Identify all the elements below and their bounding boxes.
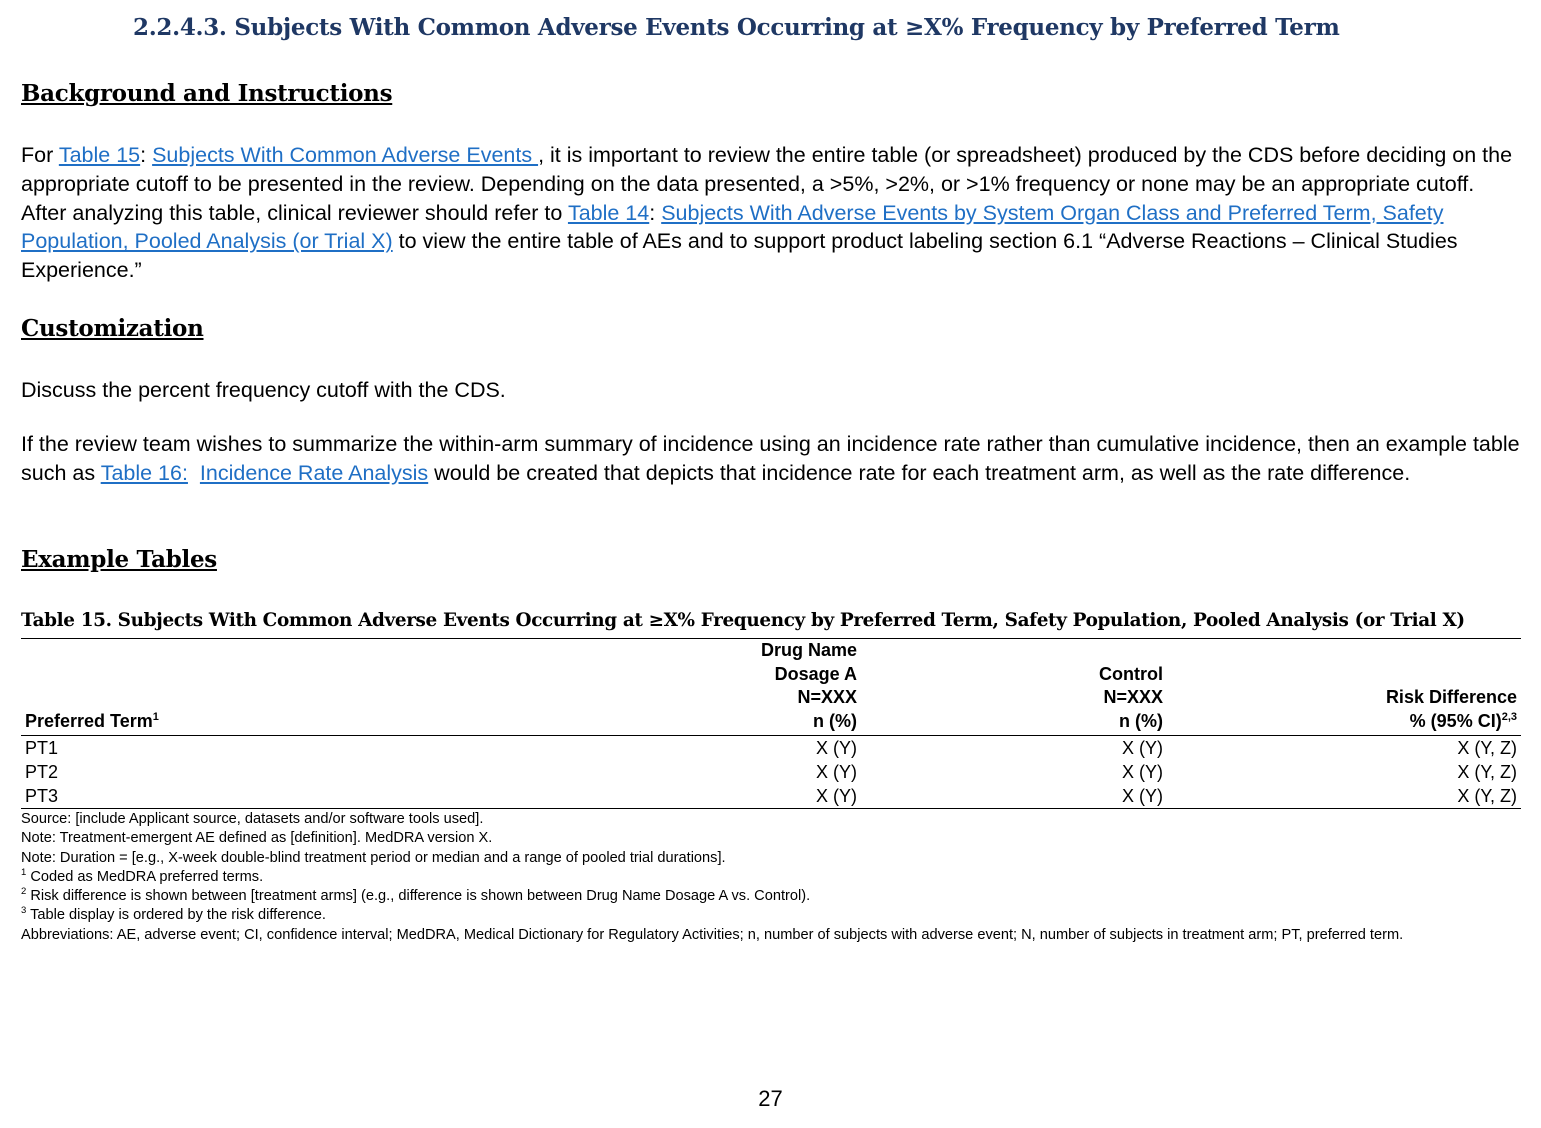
header-drug-line-3: N=XXX	[797, 687, 857, 707]
customization-paragraph-2	[21, 430, 1521, 488]
background-text-1: For	[21, 143, 59, 167]
header-control-line-3: n (%)	[1119, 710, 1163, 731]
link-table-15-title[interactable]: Subjects With Common Adverse Events	[152, 143, 539, 167]
header-drug-line-2: Dosage A	[774, 663, 857, 684]
header-control-line-2: N=XXX	[1103, 687, 1163, 707]
page-number: 27	[758, 1086, 783, 1111]
header-preferred-term-label: Preferred Term	[25, 710, 153, 731]
footnote-3	[21, 906, 1516, 925]
cell-drug: X (Y)	[815, 738, 857, 758]
cell-term: PT3	[21, 784, 581, 809]
footnote-1	[21, 868, 1516, 887]
background-paragraph	[21, 141, 1521, 285]
example-tables-heading: Example Tables	[21, 546, 217, 573]
adverse-events-table	[21, 638, 1521, 809]
header-control	[861, 639, 1167, 736]
background-text-3: to view the entire table of AEs and to support product labeling section 6.1 “Adverse Reactions – Clinical Studies Experience.”	[21, 229, 1458, 283]
note-source: Source: [include Applicant source, datasets and/or software tools used].	[21, 811, 484, 827]
table-header-row	[21, 639, 1521, 736]
cell-term: PT1	[25, 738, 59, 758]
note-duration: Note: Duration = [e.g., X-week double-blind treatment period or median and a range of pooled trial durations].	[21, 849, 726, 866]
cell-term: PT2	[25, 762, 59, 782]
customization-text-2: would be created that depicts that incidence rate for each treatment arm, as well as the rate difference.	[428, 460, 1411, 485]
cell-drug: X (Y)	[815, 762, 857, 782]
header-risk-line-1: Risk Difference	[1385, 687, 1517, 707]
header-risk-difference	[1167, 639, 1521, 736]
header-risk-line-2-label: % (95% CI)	[1409, 710, 1502, 731]
section-heading: 2.2.4.3. Subjects With Common Adverse Events Occurring at ≥X% Frequency by Preferred Term	[133, 14, 1340, 41]
footnote-1-mark: 1	[21, 867, 27, 879]
cell-control: X (Y)	[861, 784, 1167, 809]
header-risk-line-2	[1171, 710, 1517, 734]
footnote-2-text: Risk difference is shown between [treatment arms] (e.g., difference is shown between Drug Name Dosage A vs. Control).	[26, 888, 811, 905]
footnote-3-text: Table display is ordered by the risk difference.	[26, 907, 326, 924]
link-table-16-sep	[188, 461, 200, 485]
background-sep-1: :	[140, 143, 153, 167]
footnote-2-mark: 2	[21, 886, 27, 898]
header-drug-line-4: n (%)	[813, 710, 857, 731]
footnote-3-mark: 3	[21, 905, 27, 917]
link-table-14-title[interactable]: Subjects With Adverse Events by System Organ Class and Preferred Term, Safety Population, Pooled Analysis (or Trial X)	[21, 200, 1444, 254]
cell-control: X (Y)	[1121, 762, 1163, 782]
background-text-2: , it is important to review the entire table (or spreadsheet) produced by the CDS before deciding on the appropriate cutoff to be presented in the review. Depending on the data presented, a >5%, >2%, or >1% frequency or none may be an appropriate cutoff. After analyzing this table, clinical reviewer should refer to	[21, 143, 1513, 225]
cell-drug: X (Y)	[581, 784, 861, 809]
header-control-line-1: Control	[1099, 663, 1163, 684]
table-row	[21, 736, 1521, 761]
header-drug	[581, 639, 861, 736]
table-row	[21, 760, 1521, 784]
header-risk-footnote: 2,3	[1501, 710, 1517, 723]
link-table-15-number[interactable]: Table 15	[58, 143, 141, 167]
background-sep-2: :	[649, 200, 662, 225]
note-treatment-emergent: Note: Treatment-emergent AE defined as [definition]. MedDRA version X.	[21, 830, 493, 847]
cell-risk: X (Y, Z)	[1457, 738, 1517, 758]
background-heading: Background and Instructions	[21, 80, 393, 107]
table-notes	[21, 810, 1516, 945]
header-preferred-term	[21, 639, 581, 736]
customization-heading: Customization	[21, 315, 204, 342]
customization-paragraph-1: Discuss the percent frequency cutoff with the CDS.	[21, 378, 506, 402]
footnote-1-text: Coded as MedDRA preferred terms.	[26, 868, 264, 885]
header-preferred-term-footnote: 1	[152, 710, 159, 723]
table-row	[21, 784, 1521, 809]
customization-text-1: If the review team wishes to summarize the within-arm summary of incidence using an incidence rate rather than cumulative incidence, then an example table such as	[21, 432, 1520, 485]
table-15-caption: Table 15. Subjects With Common Adverse Events Occurring at ≥X% Frequency by Preferred Term, Safety Population, Pooled Analysis (or Trial X)	[21, 610, 1465, 631]
cell-risk: X (Y, Z)	[1167, 784, 1521, 809]
header-drug-line-1: Drug Name	[760, 640, 857, 660]
link-table-14-number[interactable]: Table 14	[567, 200, 650, 225]
note-abbreviations: Abbreviations: AE, adverse event; CI, confidence interval; MedDRA, Medical Dictionary for Regulatory Activities; n, number of subjects with adverse event; N, number of subjects in treatment arm; PT, preferred term.	[21, 926, 1404, 943]
cell-risk: X (Y, Z)	[1457, 762, 1517, 782]
link-table-16-title[interactable]: Incidence Rate Analysis	[199, 460, 429, 485]
footnote-2	[21, 887, 1516, 906]
link-table-16-number[interactable]: Table 16:	[100, 460, 188, 485]
cell-control: X (Y)	[1121, 738, 1163, 758]
